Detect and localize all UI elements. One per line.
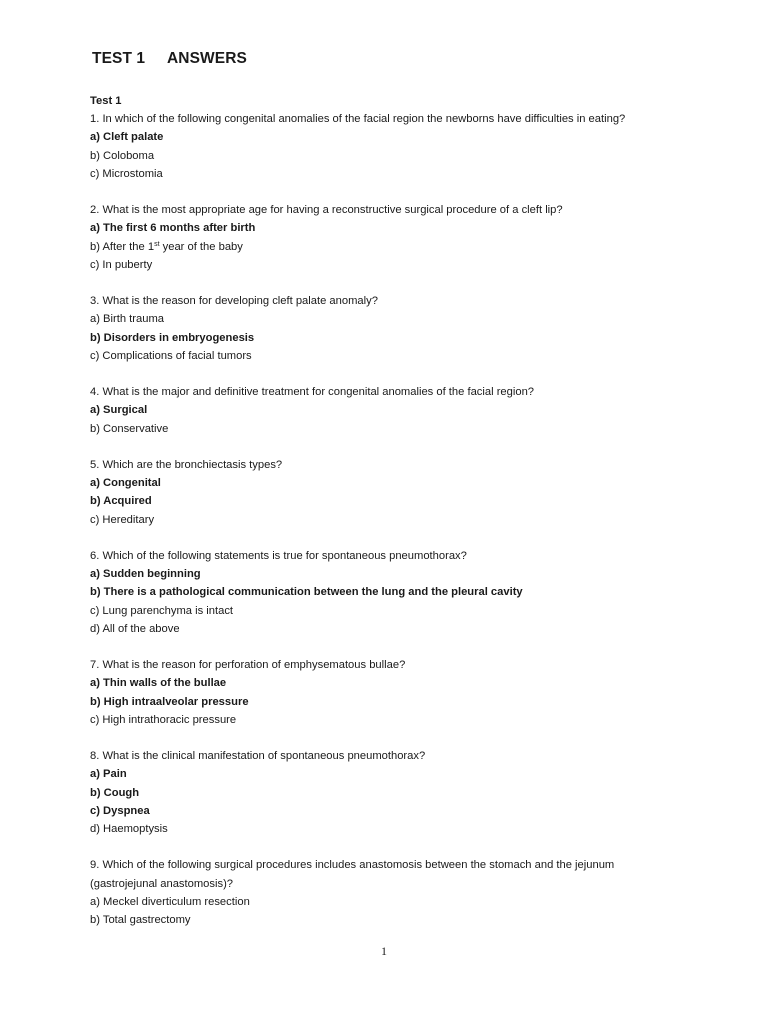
answer-option-correct: a) Sudden beginning bbox=[90, 568, 201, 581]
answer-option: a) Meckel diverticulum resection bbox=[90, 895, 250, 908]
question-7 bbox=[90, 656, 690, 729]
answer-option: b) Total gastrectomy bbox=[90, 914, 191, 927]
answer-option-correct: b) There is a pathological communication between the lung and the pleural cavity bbox=[90, 586, 523, 599]
answer-option: c) Hereditary bbox=[90, 513, 155, 526]
answer-text: year of the baby bbox=[159, 240, 243, 253]
question-6 bbox=[90, 547, 690, 638]
page-number: 1 bbox=[381, 944, 387, 958]
question-text-continued: (gastrojejunal anastomosis)? bbox=[90, 877, 234, 890]
answer-option: b) Conservative bbox=[90, 422, 169, 435]
answer-text: b) After the 1 bbox=[90, 240, 155, 253]
answer-option: d) All of the above bbox=[90, 622, 180, 635]
question-4 bbox=[90, 383, 690, 438]
answer-option: d) Haemoptysis bbox=[90, 823, 168, 836]
answer-option: c) In puberty bbox=[90, 258, 153, 271]
question-text: 8. What is the clinical manifestation of spontaneous pneumothorax? bbox=[90, 750, 426, 763]
answer-option-correct: a) Cleft palate bbox=[90, 131, 164, 144]
answer-option: b) Coloboma bbox=[90, 149, 155, 162]
question-1 bbox=[90, 110, 690, 183]
answer-option-correct: b) Cough bbox=[90, 786, 140, 799]
heading-test-label: TEST 1 bbox=[92, 50, 146, 67]
answer-option-correct: a) Surgical bbox=[90, 404, 148, 417]
section-label: Test 1 bbox=[90, 95, 122, 107]
question-8 bbox=[90, 747, 690, 838]
question-text: 4. What is the major and definitive treatment for congenital anomalies of the facial region? bbox=[90, 386, 535, 399]
document-heading bbox=[92, 50, 247, 68]
answer-option bbox=[90, 238, 690, 256]
answer-option: a) Birth trauma bbox=[90, 313, 164, 326]
answer-option-correct: b) High intraalveolar pressure bbox=[90, 695, 249, 708]
question-text: 5. Which are the bronchiectasis types? bbox=[90, 459, 283, 471]
question-text: 6. Which of the following statements is true for spontaneous pneumothorax? bbox=[90, 550, 467, 562]
question-text: 1. In which of the following congenital anomalies of the facial region the newborns have difficulties in eating? bbox=[90, 113, 626, 126]
answer-option: c) Lung parenchyma is intact bbox=[90, 604, 234, 617]
answer-option-correct: b) Acquired bbox=[90, 495, 152, 508]
question-5 bbox=[90, 456, 690, 529]
answer-option: c) High intrathoracic pressure bbox=[90, 713, 237, 726]
ordinal-suffix: st bbox=[154, 240, 160, 248]
answer-option-correct: a) Congenital bbox=[90, 477, 161, 490]
answer-option-correct: a) Pain bbox=[90, 768, 127, 781]
heading-answers-label: ANSWERS bbox=[167, 50, 247, 67]
question-text: 9. Which of the following surgical procedures includes anastomosis between the stomach and the jejunum bbox=[90, 859, 615, 872]
answer-option: c) Microstomia bbox=[90, 167, 163, 180]
answer-option-correct: c) Dyspnea bbox=[90, 804, 150, 817]
answer-option-correct: a) Thin walls of the bullae bbox=[90, 677, 227, 690]
question-text: 2. What is the most appropriate age for having a reconstructive surgical procedure of a cleft lip? bbox=[90, 204, 563, 217]
question-2 bbox=[90, 201, 690, 274]
document-body bbox=[90, 92, 690, 929]
answer-option: c) Complications of facial tumors bbox=[90, 349, 252, 362]
question-9 bbox=[90, 856, 690, 929]
question-3 bbox=[90, 292, 690, 365]
answer-option-correct: b) Disorders in embryogenesis bbox=[90, 331, 255, 344]
answer-option-correct: a) The first 6 months after birth bbox=[90, 222, 256, 235]
question-text: 7. What is the reason for perforation of emphysematous bullae? bbox=[90, 659, 406, 672]
question-text: 3. What is the reason for developing cleft palate anomaly? bbox=[90, 295, 378, 308]
